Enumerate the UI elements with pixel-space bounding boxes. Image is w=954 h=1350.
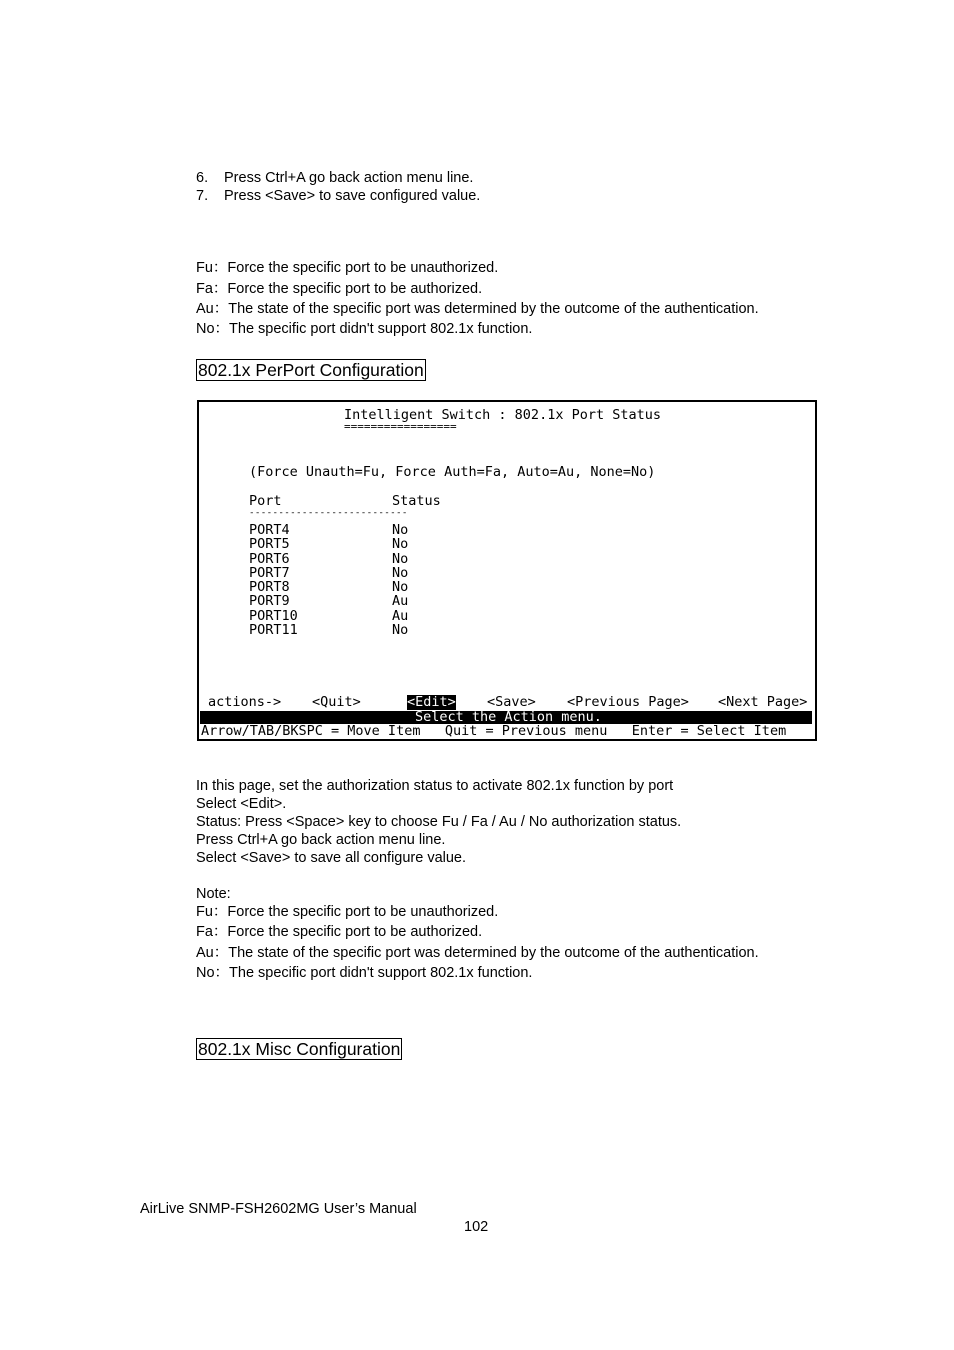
description-line: Press Ctrl+A go back action menu line. xyxy=(196,832,446,848)
note-label: Note: xyxy=(196,886,231,902)
definition-fa: Fa：Force the specific port to be authorized. xyxy=(196,924,483,940)
terminal-legend: (Force Unauth=Fu, Force Auth=Fa, Auto=Au, None=No) xyxy=(249,464,656,480)
page-number: 102 xyxy=(464,1219,489,1235)
definition-no: No：The specific port didn't support 802.1x function. xyxy=(196,321,533,337)
port-status[interactable]: No xyxy=(392,522,409,538)
previous-page-action[interactable]: <Previous Page> xyxy=(567,694,689,710)
step-7 xyxy=(196,187,480,205)
column-separator: --------------------------- xyxy=(249,507,408,518)
save-action[interactable]: <Save> xyxy=(487,694,536,710)
terminal-title-underline: ================= xyxy=(344,420,457,433)
port-name: PORT11 xyxy=(249,622,298,638)
port-status[interactable]: No xyxy=(392,551,409,567)
description-line: Select <Edit>. xyxy=(196,796,287,812)
next-page-action[interactable]: <Next Page> xyxy=(718,694,808,710)
section-heading-misc: 802.1x Misc Configuration xyxy=(198,1039,401,1059)
port-name: PORT8 xyxy=(249,579,290,595)
terminal-title: Intelligent Switch : 802.1x Port Status xyxy=(344,407,661,423)
port-name: PORT6 xyxy=(249,551,290,567)
step-6 xyxy=(196,169,473,187)
port-name: PORT10 xyxy=(249,608,298,624)
step-number: 6. xyxy=(196,170,209,186)
port-name: PORT4 xyxy=(249,522,290,538)
section-heading-perport: 802.1x PerPort Configuration xyxy=(198,360,424,380)
step-number: 7. xyxy=(196,188,209,204)
port-name: PORT9 xyxy=(249,593,290,609)
definition-no: No：The specific port didn't support 802.1x function. xyxy=(196,965,533,981)
actions-label: actions-> xyxy=(208,694,282,710)
description-line: Status: Press <Space> key to choose Fu / Fa / Au / No authorization status. xyxy=(196,814,682,830)
help-line: Arrow/TAB/BKSPC = Move Item Quit = Previous menu Enter = Select Item xyxy=(201,723,787,739)
port-name: PORT5 xyxy=(249,536,290,552)
definition-fu: Fu：Force the specific port to be unauthorized. xyxy=(196,260,499,276)
port-status[interactable]: Au xyxy=(392,608,409,624)
definition-au: Au：The state of the specific port was determined by the outcome of the authentication. xyxy=(196,301,759,317)
description-line: Select <Save> to save all configure value. xyxy=(196,850,467,866)
column-header-port: Port xyxy=(249,493,282,509)
footer-manual-title: AirLive SNMP-FSH2602MG User’s Manual xyxy=(140,1201,417,1217)
port-status[interactable]: No xyxy=(392,579,409,595)
port-status[interactable]: Au xyxy=(392,593,409,609)
definition-fu: Fu：Force the specific port to be unauthorized. xyxy=(196,904,499,920)
port-status[interactable]: No xyxy=(392,565,409,581)
edit-action[interactable]: <Edit> xyxy=(407,694,456,710)
definition-au: Au：The state of the specific port was determined by the outcome of the authentication. xyxy=(196,945,759,961)
step-text: Press Ctrl+A go back action menu line. xyxy=(224,170,474,186)
port-status[interactable]: No xyxy=(392,536,409,552)
port-status[interactable]: No xyxy=(392,622,409,638)
definition-fa: Fa：Force the specific port to be authorized. xyxy=(196,281,483,297)
column-header-status: Status xyxy=(392,493,441,509)
port-name: PORT7 xyxy=(249,565,290,581)
description-line: In this page, set the authorization status to activate 802.1x function by port xyxy=(196,778,674,794)
step-text: Press <Save> to save configured value. xyxy=(224,188,481,204)
status-message: Select the Action menu. xyxy=(415,709,602,725)
terminal-screen xyxy=(197,400,817,741)
quit-action[interactable]: <Quit> xyxy=(312,694,361,710)
